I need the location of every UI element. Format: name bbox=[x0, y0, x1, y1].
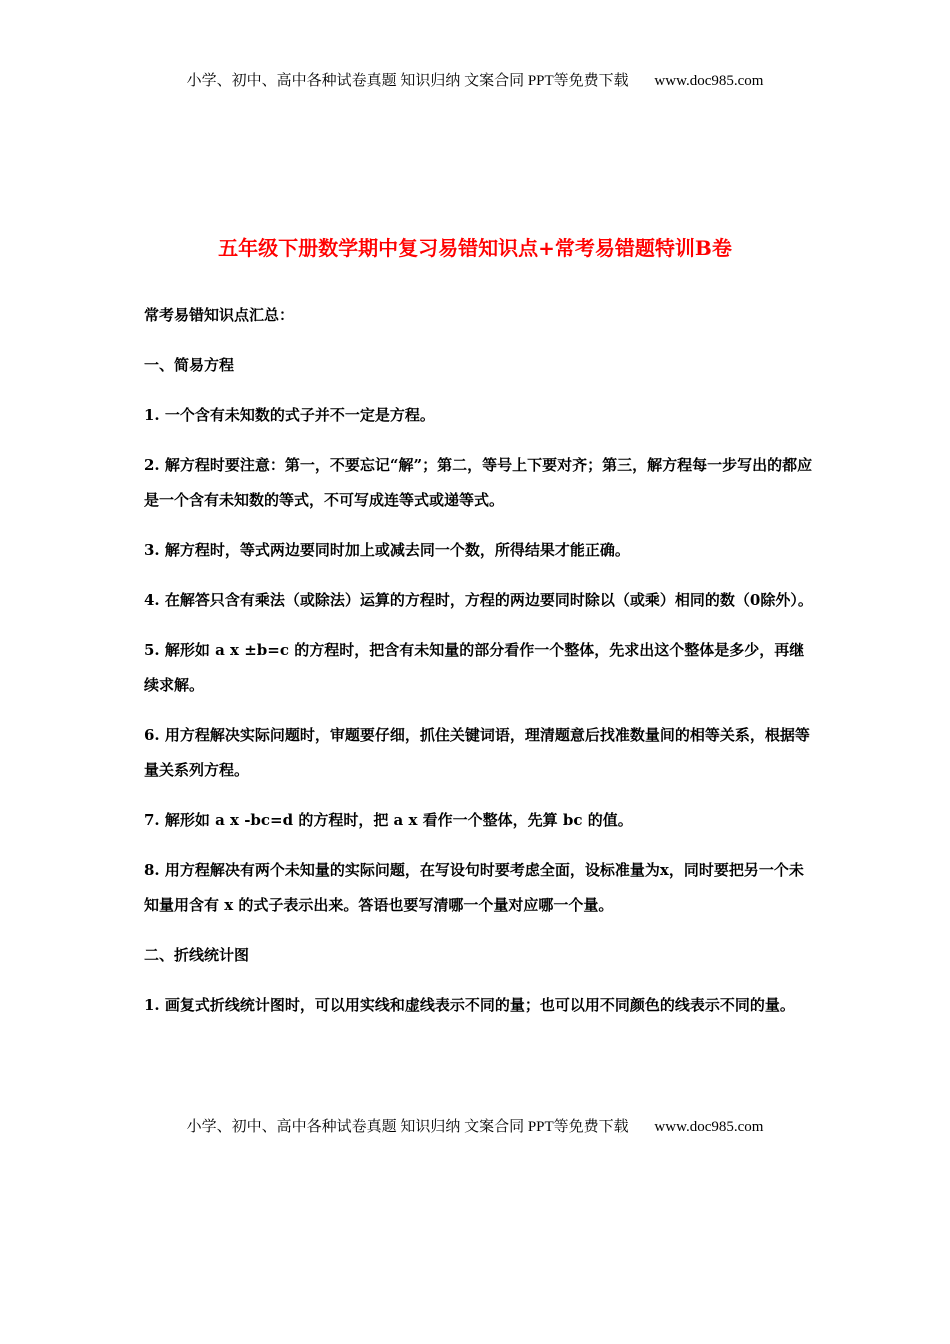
document-title: 五年级下册数学期中复习易错知识点+常考易错题特训B卷 bbox=[218, 236, 732, 260]
list-item: 3. 解方程时，等式两边要同时加上或减去同一个数，所得结果才能正确。 bbox=[144, 541, 630, 559]
header-website-link[interactable]: www.doc985.com bbox=[654, 73, 764, 89]
list-item: 4. 在解答只含有乘法（或除法）运算的方程时，方程的两边要同时除以（或乘）相同的数（0除外）。 bbox=[144, 591, 813, 609]
summary-heading: 常考易错知识点汇总： bbox=[144, 306, 295, 324]
list-item: 8. 用方程解决有两个未知量的实际问题，在写设句时要考虑全面，设标准量为x，同时要把另一个未知量用含有 x 的式子表示出来。答语也要写清哪一个量对应哪一个量。 bbox=[144, 861, 804, 914]
footer-text: 小学、初中、高中各种试卷真题 知识归纳 文案合同 PPT等免费下载 bbox=[186, 1119, 629, 1135]
list-item: 1. 画复式折线统计图时，可以用实线和虚线表示不同的量；也可以用不同颜色的线表示不同的量。 bbox=[144, 996, 795, 1014]
list-item: 5. 解形如 a x ±b=c 的方程时，把含有未知量的部分看作一个整体，先求出这个整体是多少，再继续求解。 bbox=[144, 641, 805, 694]
list-item: 1. 一个含有未知数的式子并不一定是方程。 bbox=[144, 406, 435, 424]
page-footer bbox=[0, 1115, 950, 1136]
section-heading-line-chart: 二、折线统计图 bbox=[144, 946, 250, 964]
page-header bbox=[0, 69, 950, 90]
list-item: 2. 解方程时要注意：第一，不要忘记“解”；第二，等号上下要对齐；第三，解方程每一步写出的都应是一个含有未知数的等式，不可写成连等式或递等式。 bbox=[144, 456, 813, 509]
header-text: 小学、初中、高中各种试卷真题 知识归纳 文案合同 PPT等免费下载 bbox=[186, 73, 629, 89]
footer-website-link[interactable]: www.doc985.com bbox=[654, 1119, 764, 1135]
document-body bbox=[144, 298, 814, 1038]
list-item: 7. 解形如 a x -bc=d 的方程时，把 a x 看作一个整体，先算 bc 的值。 bbox=[144, 811, 633, 829]
list-item: 6. 用方程解决实际问题时，审题要仔细，抓住关键词语，理清题意后找准数量间的相等关系，根据等量关系列方程。 bbox=[144, 726, 810, 779]
section-heading-equations: 一、简易方程 bbox=[144, 356, 235, 374]
